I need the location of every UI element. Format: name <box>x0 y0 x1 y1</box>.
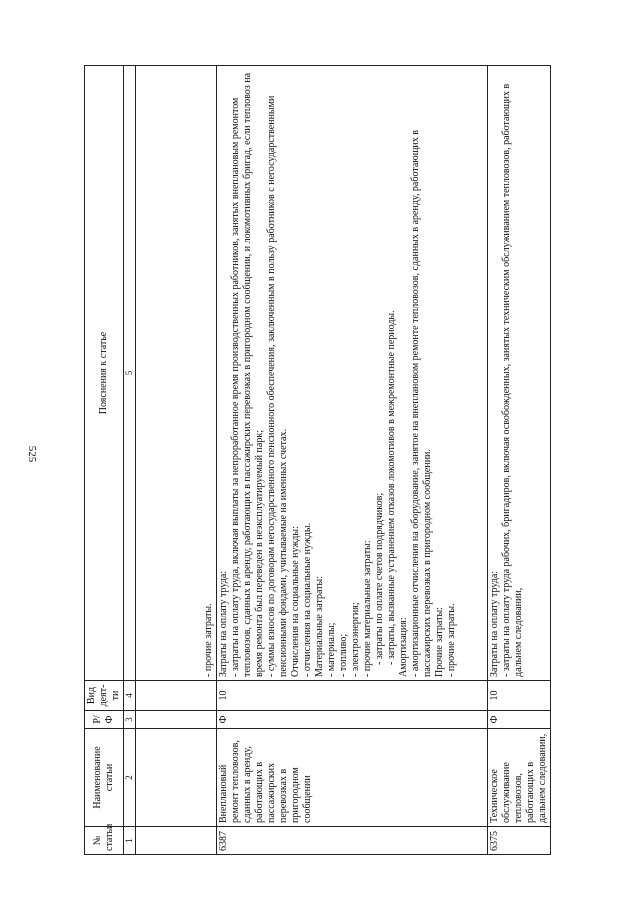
explanation-line: - прочие материальные затраты: <box>361 540 373 677</box>
column-number: 3 <box>124 711 136 729</box>
explanation-line: - затраты по оплате счетов подрядчиков; <box>373 492 385 665</box>
item-name: Техническое обслуживание тепловозов, работающих в дальнем следовании, <box>487 729 550 827</box>
header-activity-type: Вид деят-ти <box>85 681 124 711</box>
explanation-line: - прочие затраты. <box>445 603 457 677</box>
item-activity-type: 10 <box>487 681 550 711</box>
item-rf: Ф <box>487 711 550 729</box>
explanation-line: - затраты, вызванные устранением отказов локомотивов в межремонтные периоды. <box>385 310 397 665</box>
page-number: 525 <box>26 445 38 463</box>
column-number: 4 <box>124 681 136 711</box>
rotated-table-container <box>84 65 594 855</box>
table-row <box>216 66 487 855</box>
table-row-continuation <box>135 66 216 855</box>
column-number-row <box>124 66 136 855</box>
explanation-line: Прочие затраты: <box>433 607 445 677</box>
explanation-line: Материальные затраты: <box>313 576 325 677</box>
column-number: 1 <box>124 827 136 855</box>
explanation-line: Амортизация: <box>397 617 409 677</box>
explanation-line: Затраты на оплату труда: <box>488 570 500 677</box>
continuation-text: - прочие затраты. <box>135 66 216 681</box>
explanation-line: - затраты на оплату труда, включая выплаты за непроработанное время производственных работников, занятых внеплановым ремонтом тепловозов, сданных в аренду, работающих в пассажирских перевозках в пригородном сообщении, и локомотивных бригад, если тепловоз на время ремонта был переведен в неэксплуатируемый парк; <box>229 72 265 677</box>
header-item-name: Наименование статьи <box>85 729 124 827</box>
explanation-line: - отчисления на социальные нужды. <box>301 522 313 677</box>
header-item-number: № статьи <box>85 827 124 855</box>
explanation-line: - материалы; <box>325 622 337 677</box>
cell-empty <box>135 681 216 711</box>
explanation-line: - суммы взносов по договорам негосударственного пенсионного обеспечения, заключенным в пользу работников с негосударственными пенсионными фондами, учитываемые на именных счетах. <box>265 95 289 677</box>
item-explanation <box>216 66 487 681</box>
explanation-line: - амортизационные отчисления на оборудование, занятое на внеплановом ремонте тепловозов, сданных в аренду, работающих в пассажирских перевозках в пригородном сообщении. <box>409 129 433 677</box>
item-number: 6387 <box>216 827 487 855</box>
explanation-line: - топливо; <box>337 633 349 677</box>
explanation-line: Отчисления на социальные нужды: <box>289 526 301 677</box>
expense-items-table <box>84 65 551 855</box>
explanation-line: Затраты на оплату труда: <box>217 570 229 677</box>
explanation-line: - электроэнергия; <box>349 602 361 677</box>
column-number: 2 <box>124 729 136 827</box>
header-row <box>85 66 124 855</box>
table-row <box>487 66 550 855</box>
item-number: 6375 <box>487 827 550 855</box>
column-number: 5 <box>124 66 136 681</box>
header-rf: Р/ Ф <box>85 711 124 729</box>
item-name: Внеплановый ремонт тепловозов, сданных в аренду, работающих в пассажирских перевозках в пригородном сообщении <box>216 729 487 827</box>
item-rf: Ф <box>216 711 487 729</box>
explanation-line: - затраты на оплату труда рабочих, бригадиров, включая освобожденных, занятых техническим обслуживанием тепловозов, работающих в дальнем следовании, <box>500 83 524 677</box>
cell-empty <box>135 827 216 855</box>
item-explanation <box>487 66 550 681</box>
cell-empty <box>135 729 216 827</box>
header-explanation: Пояснения к статье <box>85 66 124 681</box>
cell-empty <box>135 711 216 729</box>
item-activity-type: 10 <box>216 681 487 711</box>
